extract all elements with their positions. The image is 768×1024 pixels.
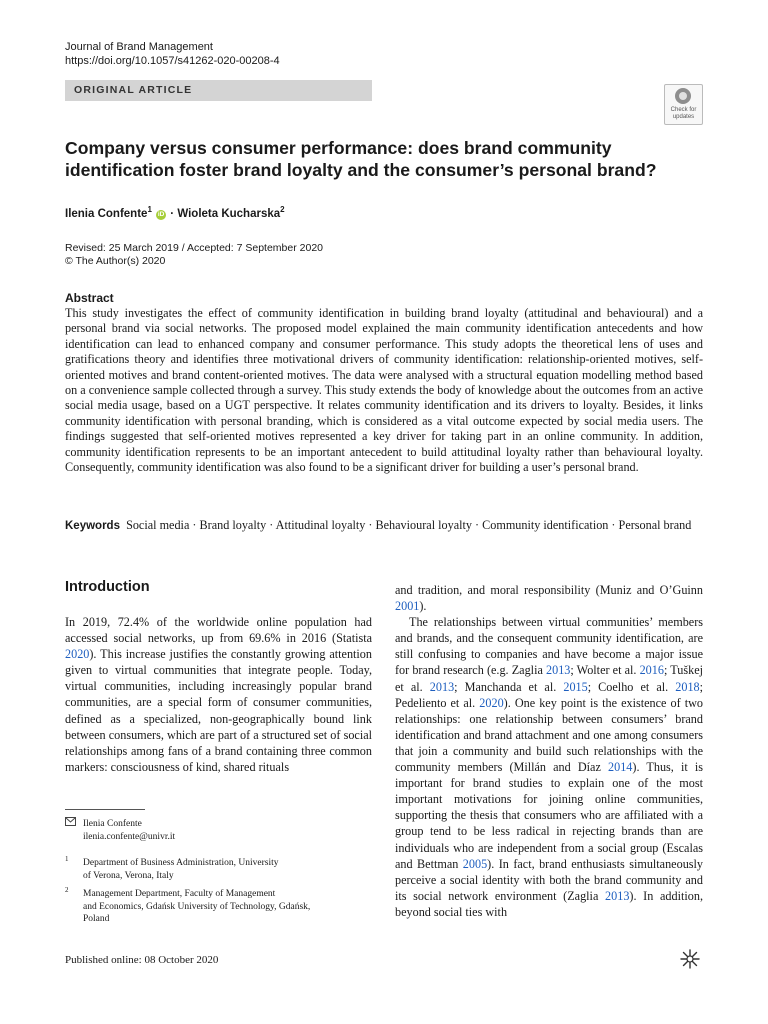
author-name[interactable]: Ilenia Confente [65,207,148,220]
section-heading-introduction: Introduction [65,579,150,595]
text-run: ). In fact, brand enthusiasts simultaneously perceive a social identity with both the brand community and its social network environment (Zaglia [395,856,704,903]
citation-link[interactable]: 2014 [608,760,633,775]
springer-horse-icon [679,948,701,970]
citation-link[interactable]: 2020 [479,695,504,710]
text-run: ). In addition, beyond social ties with [395,888,703,919]
text-run: and tradition, and moral responsibility (Muniz and O’Guinn [395,583,703,597]
citation-link[interactable]: 2016 [639,663,664,678]
citation-link[interactable]: 2020 [65,647,90,662]
keywords-block [65,517,703,534]
orcid-icon[interactable]: iD [157,210,165,218]
abstract-heading: Abstract [65,291,114,305]
text-run: ; Coelho et al. [587,679,676,694]
published-date: Published online: 08 October 2020 [65,954,219,966]
paragraph [395,614,703,920]
body-column-right [395,582,703,920]
text-run: ). This increase justifies the constantly growing attention given to virtual communities that integrate people. Today, virtual communities, including increasingly popular brand communities, are a special form of consumer communities, defined as a specialized, non-geographically bound link between consumers, which are part of a structured set of social relationships among fans of a brand containing three common markers: consciousness of kind, shared rituals [65,647,372,774]
correspondence-name: Ilenia Confente [83,819,142,829]
citation-link[interactable]: 2013 [546,663,571,678]
article-type-label: ORIGINAL ARTICLE [74,84,193,96]
body-column-left [65,614,372,775]
citation-link[interactable]: 2005 [462,856,488,871]
affiliation-number: 2 [65,886,69,894]
text-run: In 2019, 72.4% of the worldwide online population had accessed social networks, up from 69.6% in 2016 (Statista [65,615,372,646]
updates-circle-icon [675,88,691,104]
citation-link[interactable]: 2001 [395,599,420,614]
affiliation-line: and Economics, Gdańsk University of Technology, Gdańsk, [83,901,311,912]
text-run: ; Manchanda et al. [454,679,564,694]
paragraph [65,614,372,775]
check-for-label: Check for [670,107,697,113]
affiliation-marker: 1 [147,205,152,214]
article-title: Company versus consumer performance: does brand community identification foster brand loyalty and the consumer’s personal brand? [65,138,657,180]
affiliation-number: 1 [65,855,69,863]
author-list [65,202,285,222]
citation-link[interactable]: 2013 [605,888,630,903]
paragraph [395,582,703,614]
article-type-banner [65,80,372,101]
affiliation-line: Poland [83,914,110,924]
article-dates: Revised: 25 March 2019 / Accepted: 7 September 2020 [65,242,323,254]
text-run: ). Thus, it is important for brand studies to explain one of the most important motivations for joining online communities, supporting the thesis that consumers who are affiliated with a group tend to be less radical in rejecting brands than are individuals who are independent from a social group (Escalas and Bettman [395,760,703,871]
text-run: ). One key point is the existence of two relationships: one relationship between consumers’ brand identification and brand attachment and one among consumers that join a community and build such relationships with the community members (Millán and Díaz [395,695,703,775]
footnote-divider [65,809,145,810]
text-run: The relationships between virtual communities’ members and brands, and the consequent community identification, are still confusing to companies and have become a major issue for brand research (e.g. Zaglia [395,615,703,678]
check-for-updates-icon[interactable] [664,84,703,125]
keywords-label: Keywords [65,520,120,532]
author-name[interactable]: Wioleta Kucharska [177,207,281,220]
abstract-text: This study investigates the effect of community identification in building brand loyalty (attitudinal and behavioural) and a personal brand via social networks. The proposed model explained the main community identification antecedents and how identification can lead to enhanced company and consumer performance. This study adopts the theoretical lens of uses and gratifications theory and identifies three motivational drivers of community identification: relationship-oriented motives, self-oriented motives and brand content-oriented motives. The data were analysed with a structural equation modelling method based on a convenience sample collected through a survey. This study extends the body of knowledge about the outcomes from an active social media usage, based on a UGT perspective. It relates community identification and its drivers to loyalty. Besides, it links community identification with personal branding, which is considered as a vital outcome expected by social media users. The findings suggested that self-oriented motives represented a key driver for taking part in an online community. In addition, community identification represents to be an important antecedent to build attitudinal loyalty rather than behavioural loyalty. Consequently, community identification was also found to be a significant driver for building a user’s personal brand. [65,306,703,475]
citation-link[interactable]: 2015 [563,679,588,694]
doi-link[interactable]: https://doi.org/10.1057/s41262-020-00208-4 [65,55,280,67]
text-run: ; Tuškej et al. [395,663,703,694]
affiliation-marker: 2 [280,205,285,214]
updates-label: updates [672,114,695,120]
correspondence-email[interactable]: ilenia.confente@univr.it [83,832,176,842]
affiliation-1 [83,857,323,882]
affiliation-line: Department of Business Administration, University [83,858,279,868]
affiliation-line: Management Department, Faculty of Management [83,889,276,899]
text-run: ; Pedeliento et al. [395,679,704,710]
affiliation-line: of Verona, Verona, Italy [83,870,174,881]
citation-link[interactable]: 2018 [675,679,700,694]
copyright-line: © The Author(s) 2020 [65,255,166,267]
keywords-text: Social media · Brand loyalty · Attitudinal loyalty · Behavioural loyalty · Community identification · Personal brand [126,518,692,532]
author-separator: · [170,207,175,220]
text-run: ; Wolter et al. [570,663,640,678]
envelope-icon [65,817,76,829]
journal-name: Journal of Brand Management [65,41,213,53]
citation-link[interactable]: 2013 [429,679,455,694]
affiliation-2 [83,888,353,926]
text-run: ). [419,599,427,614]
